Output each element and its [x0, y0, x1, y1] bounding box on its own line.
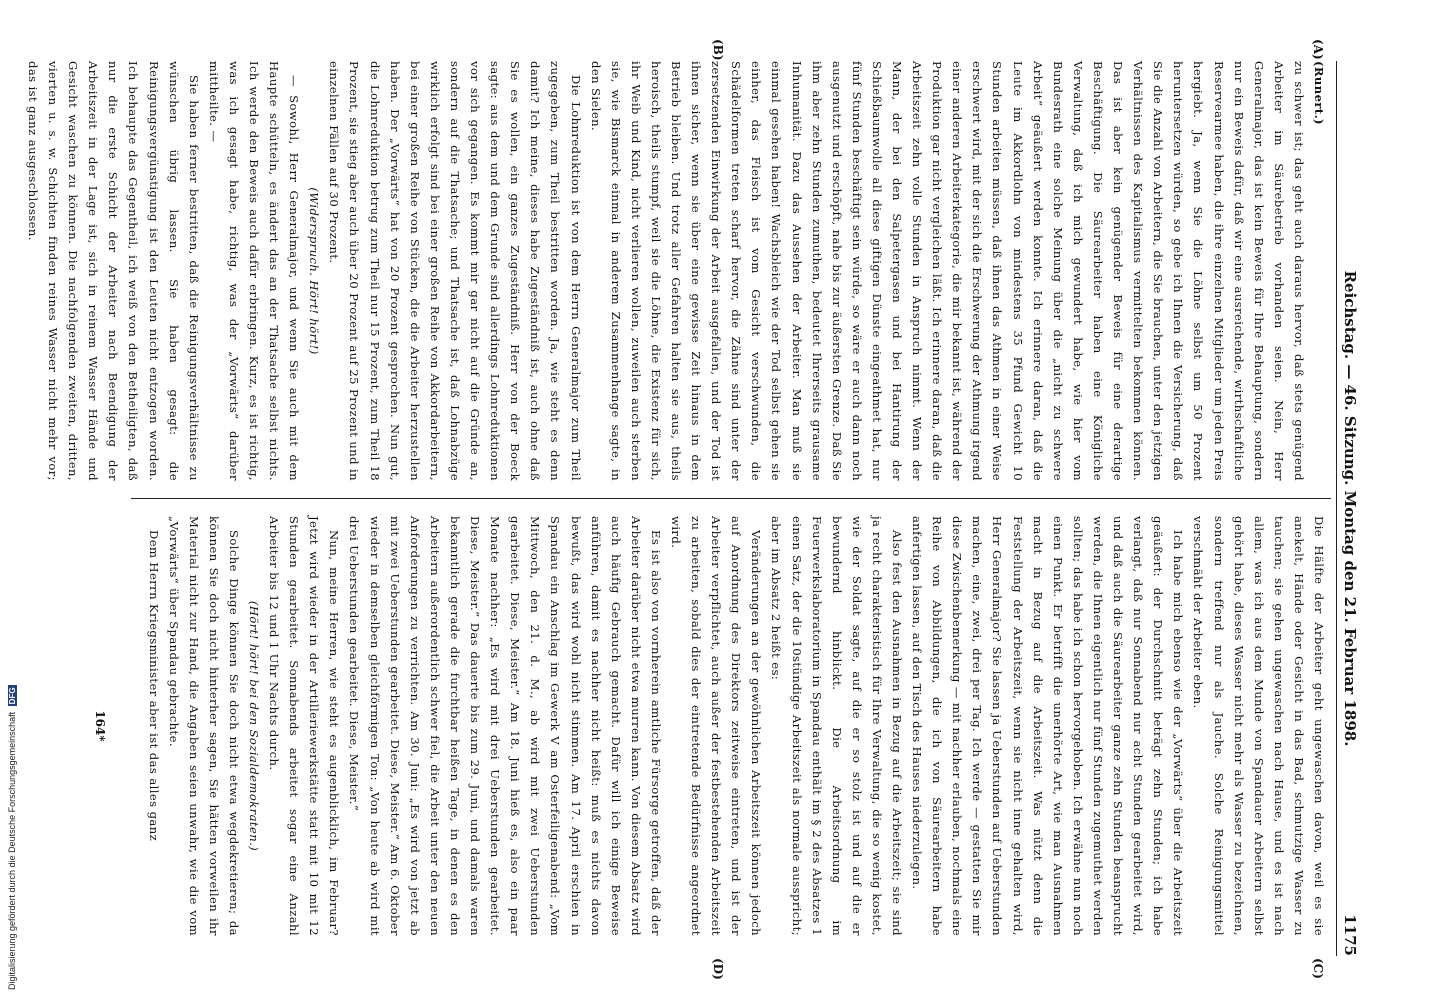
- paragraph: Dem Herrn Kriegsminister aber ist das alles ganz: [146, 530, 161, 842]
- paragraph: Die Hälfte der Arbeiter geht ungewaschen davon, weil es sie anekelt, Hände oder Gesicht in das Bad, schmutzige Wasser zu tauchen; sie gehen ungewaschen nach Hause, und es ist nach allem, was ich aus dem Munde von Spandauer Arbeitern selbst gehört habe, dieses Wasser nicht mehr als Wasser zu bezeichnen, sondern treffend nur als Jauche. Solche Reinigungsmittel verschmäht der Arbeiter eben.: [1191, 516, 1326, 936]
- dfg-logo-icon: DFG: [8, 687, 17, 705]
- paragraph: Nun, meine Herren, wie steht es augenblicklich, im Februar? Jetzt wird wieder in der Artilleriewerkstätte statt mit 10 mit 12 Stunden gearbeitet. Sonnabends arbeitet sogar eine Anzahl Arbeiter bis 12 und 1 Uhr Nachts durch.: [267, 516, 342, 936]
- paragraph: Sie haben ferner bestritten, daß die Reinigungsverhältnisse zu wünschen übrig lassen. Sie haben gesagt: die Reinigungsvergünstigung ist den Leuten nicht entzogen worden. Ich behaupte das Gegentheil, ich weiß von den Betheiligten, daß nur die erste Schicht der Arbeiter nach Beendigung der Arbeitszeit in der Lage ist, sich in reinem Wasser Hände und Gesicht waschen zu können. Die nachfolgenden zweiten, dritten, vierten u. s. w. Schichten finden reines Wasser nicht mehr vor; das ist ganz ausgeschlossen.: [26, 61, 201, 481]
- column-divider: [131, 498, 1331, 499]
- paragraph: Es ist also von vornherein amtliche Fürsorge getroffen, daß der Arbeiter darüber nicht etwa murren kann. Von diesem Absatz wird auch häufig Gebrauch gemacht. Dafür will ich einige Beweise anführen, damit es nachher nicht heißt: muß es nichts davon bewußt, das wird wohl nicht stimmen. Am 17. April erschien in Spandau ein Anschlag im Gewerk V am Osterfeiligenabend: „Vom Mittwoch, den 21. d. M., ab wird mit zwei Ueberstunden gearbeitet. Diese, Meister.“ Am 18. Juni hieß es, also ein paar Monate nachher: „Es wird mit drei Ueberstunden gearbeitet. Diese, Meister.“ Das dauerte bis zum 29. Juni, und damals waren bekanntlich gerade die furchtbar heißen Tage, in denen es den Arbeitern außerordentlich schwer fiel, die Arbeit unter den neuen Anforderungen zu verrichten. Am 30. Juni: „Es wird von jetzt ab mit zwei Ueberstunden gearbeitet. Diese, Meister.“ Am 6. Oktober wieder in demselben gleichförmigen Ton: „Von heute ab wird mit drei Ueberstunden gearbeitet. Diese, Meister.“: [347, 516, 663, 936]
- left-text-column: [26, 61, 1329, 481]
- page-header: [1336, 61, 1359, 956]
- interjection: (Hört! hört! bei den Sozialdemokraten.): [247, 600, 262, 852]
- paragraph: Solche Dinge können Sie doch nicht etwa wegdekretieren; da können Sie doch nicht hinterher sagen, Sie hätten vorweilen ihr Material nicht zur Hand, die Angaben seien unwahr, wie die vom „Vorwärts“ über Spandau gebrachte.: [166, 516, 241, 936]
- speaker-label: (Runert.): [1312, 61, 1326, 125]
- page-number: 1175: [1341, 914, 1359, 956]
- rotated-document-page: [26, 21, 1365, 980]
- paragraph: — Sowohl, Herr Generalmajor, und wenn Sie auch mit dem Haupte schütteln, es ändert das an der Thatsache selbst nichts. Ich werde den Beweis auch dafür erbringen. Kurz, es ist richtig, was ich gesagt habe, richtig, was der „Vorwärts“ darüber mittheilte. —: [206, 61, 302, 481]
- quoted-regulation: Veränderungen an der gewöhnlichen Arbeitszeit können jedoch auf Anordnung des Direktors zeitweise eintreten, und ist der Arbeiter verpflichtet, auch außer der festbestehenden Arbeitszeit zu arbeiten, sobald dies der eintretende Bedürfnisse angeordnet wird.: [669, 516, 764, 936]
- right-text-column: [119, 516, 1329, 936]
- paragraph: Also fest den Ausnahmen in Bezug auf die Arbeitszeit; sie sind ja recht charakteristisch für Ihre Verwaltung, die so wenig kostet, wie der Soldat sagte, auf die er so stolz ist und auf die er bewundernd hinblickt. Die Arbeitsordnung im Feuerwerkslaboratorium in Spandau enthält im § 2 des Absatzes 1 einen Satz, der die 10stündige Arbeitszeit als normale ausspricht; aber im Absatz 2 heißt es:: [769, 516, 905, 936]
- digitization-credit: [7, 685, 17, 990]
- interjection: (Widerspruch. Hört! hört!): [307, 187, 322, 355]
- paragraph: Die Lohnreduktion ist von dem Herrn Generalmajor zum Theil zugegeben, zum Theil bestritten worden. Ja, wie steht es denn damit? Ich meine, dieses habe Zugeständniß ist, auch ohne daß Sie es wollen, ein ganzes Zugeständniß. Herr von der Boeck sagte: aus dem und dem Grunde sind allerdings Lohnreduktionen vor sich gegangen. Es kommt mir gar nicht auf die Gründe an, sondern auf die Thatsache; und Thatsache ist, daß Lohnabzüge wirklich erfolgt sind bei einer großen Reihe von Akkordarbeitern, bei einer großen Reihe von Stücken, die die Arbeiter herzustellen haben. Der „Vorwärts“ hat von 20 Prozent gesprochen. Nun gut, die Lohnreduktion betrug zum Theil nur 15 Prozent, zum Theil 18 Prozent, sie stieg aber auch über 20 Prozent auf 25 Prozent und in einzelnen Fällen auf 30 Prozent.: [327, 61, 583, 481]
- paragraph: Ich habe mich ebenso wie der „Vorwärts“ über die Arbeitszeit geäußert: der Durchschnitt beträgt zehn Stunden; ich habe verlangt, daß nur Sonnabend nur acht Stunden gearbeitet wird, und daß auch die Säurearbeiter ganze zehn Stunden beansprucht werden, die Ihnen eigentlich nur fünf Stunden zugemuthet werden sollten; das habe ich schon hervorgehoben. Ich erwähne nun noch einen Punkt. Er betrifft die unerhörte Art, wie man Ausnahmen macht in Bezug auf die Arbeitszeit. Was nützt denn die Feststellung der Arbeitszeit, wenn sie nicht inne gehalten wird, Herr Generalmajor? Sie lassen ja Ueberstunden auf Ueberstunden machen, eine, zwei, drei per Tag. Ich werde — gestatten Sie mir diese Zwischenbemerkung — mit nachher erlauben, nochmals eine Reihe von Abbildungen, die ich von Säurearbeitern habe anfertigen lassen, auf den Tisch des Hauses niederzulegen.: [910, 516, 1186, 936]
- margin-mark-b: (B): [711, 39, 725, 61]
- sheet-signature: 164*: [93, 710, 107, 742]
- running-title: Reichstag. — 46. Sitzung. Montag den 21. Februar 1898.: [1341, 270, 1359, 747]
- margin-mark-a: (A): [1311, 39, 1325, 60]
- margin-mark-c: (C): [1311, 958, 1325, 979]
- credit-text: Digitalisierung gefördert durch die Deutsche Forschungsgemeinschaft: [7, 711, 17, 990]
- paragraph: zu schwer ist; das geht auch daraus hervor, daß stets genügend Arbeiter im Säurebetrieb vorhanden seien. Nein, Herr Generalmajor, das ist kein Beweis für Ihre Behauptung, sondern nur ein Beweis dafür, daß wir eine ausreichende, wirthschaftliche Reservearmee haben, die ihre einzelnen Mitglieder um jeden Preis hergiebt. Ja, wenn Sie die Löhne selbst um 50 Prozent heruntersetzen würden, so gebe ich Ihnen die Versicherung, daß Sie die Anzahl von Arbeitern, die Sie brauchen, unter den jetzigen Verhältnissen des Kapitalismus vermittelten bekommen können. Das ist aber kein genügender Beweis für eine derartige Beschäftigung. Die Säurearbeiter haben eine Königliche Verwaltung, daß ich mich gewundert habe, wie hier vom Bundesrath eine solche Meinung über die „nicht zu schwere Arbeit“ geäußert werden konnte. Ich erinnere daran, daß die Leute im Akkordlohn von mindestens 35 Pfund Gewicht 10 Stunden arbeiten müssen, daß ihnen das Athmen in einer Weise erschwert wird, mit der sich die Erschwerung der Athmung irgend einer anderen Arbeiterkategorie, die mir bekannt ist, während der Produktion gar nicht vergleichen läßt. Ich erinnere daran, daß die Arbeitszeit zehn volle Stunden in Anspruch nimmt. Wenn der Mann, der bei den Salpetergasen und bei Hantirung der Schießbaumwolle all diese giftigen Dünste eingeathmet hat, nur fünf Stunden beschäftigt sein würde, so wäre er auch dann noch ausgenutzt und erschöpft, nahe bis zur äußersten Grenze. Daß Sie ihm aber zehn Stunden zumuthen, bedeutet Ihrerseits grausame Inhumanität. Dazu das Aussehen der Arbeiter. Man muß sie einmal gesehen haben! Wachsbleich wie der Tod selbst gehen sie einher, das Fleisch ist vom Gesicht verschwunden, die Schädelformen treten scharf hervor, die Zähne sind unter der zersetzenden Einwirkung der Arbeit ausgefallen, und der Tod ist ihnen sicher, wenn sie über eine gewisse Zeit hinaus in dem Betrieb bleiben. Und trotz aller Gefahren halten sie aus, theils heroisch, theils stumpf, weil sie die Löhne, die Existenz für sich, ihr Weib und Kind, nicht verlieren wollen, zuweilen auch sterben sie, wie Bismarck einmal in anderem Zusammenhange sagte, in den Sielen.: [588, 61, 1306, 481]
- margin-mark-d: (D): [711, 958, 725, 980]
